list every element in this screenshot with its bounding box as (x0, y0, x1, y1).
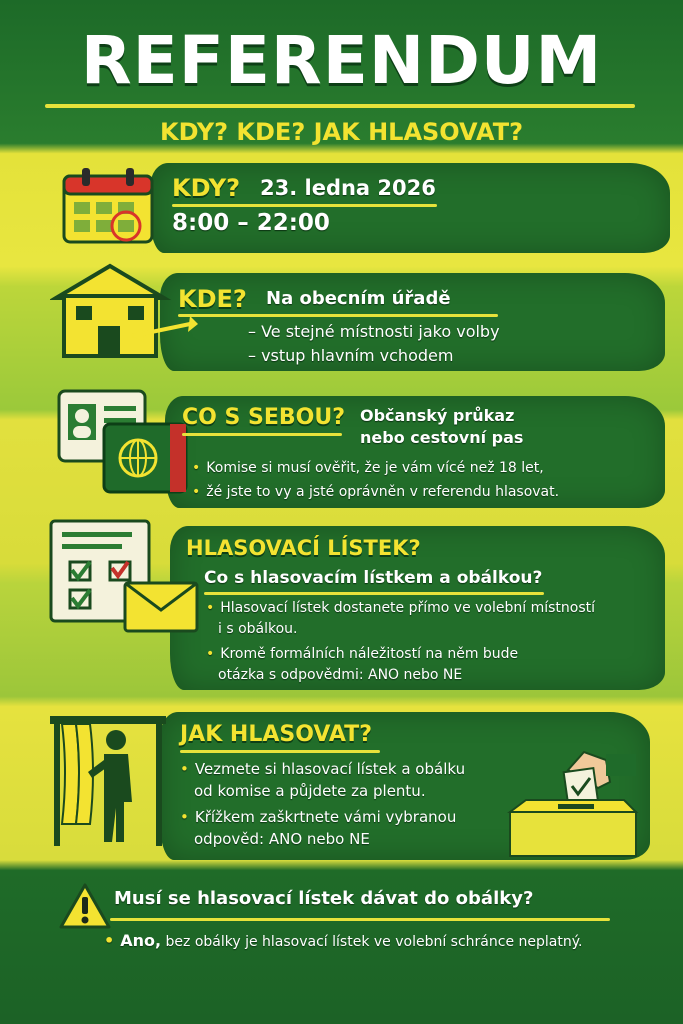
where-item: – vstup hlavním vchodem (248, 346, 454, 365)
title-divider (45, 104, 635, 108)
how-label: JAK HLASOVAT? (180, 722, 372, 747)
where-item: – Ve stejné místnosti jako volby (248, 322, 500, 341)
when-label: KDY? (172, 174, 241, 202)
where-label: KDE? (178, 285, 247, 313)
when-date: 23. ledna 2026 (260, 176, 436, 200)
where-list (248, 320, 500, 368)
how-item2-line2: odpověd: ANO nebo NE (194, 830, 370, 848)
ballot-item1-line1: • Hlasovací lístek dostanete přímo ve volební místností (206, 598, 595, 619)
faq-question: Musí se hlasovací lístek dávat do obálky? (114, 888, 534, 909)
ballot-label: HLASOVACÍ LÍSTEK? (186, 536, 421, 560)
bring-item: • Komise si musí ověřit, že je vám vícé než 18 let, (192, 456, 559, 480)
faq-answer-strong: • Ano, (104, 931, 161, 950)
where-place: Na obecním úřadě (266, 288, 451, 309)
faq-answer (104, 930, 582, 953)
bring-label: CO S SEBOU? (182, 405, 345, 430)
warning-icon (58, 882, 112, 930)
ballot-list (206, 598, 595, 686)
how-item1-line1: • Vezmete si hlasovací lístek a obálku (180, 758, 465, 780)
when-divider (172, 204, 437, 207)
how-divider (180, 750, 380, 753)
page-title: REFERENDUM (80, 22, 603, 99)
how-item2-line1: • Křížkem zaškrtnete vámi vybranou (180, 806, 465, 828)
ballot-item2-line2: otázka s odpovědmi: ANO nebo NE (218, 667, 463, 683)
how-item1-line2: od komise a půjdete za plentu. (194, 782, 426, 800)
bring-doc-line1: Občanský průkaz (360, 406, 515, 425)
page-subtitle: KDY? KDE? JAK HLASOVAT? (159, 118, 524, 146)
calendar-icon (60, 166, 156, 246)
bring-divider (182, 433, 342, 436)
bring-list (192, 456, 559, 504)
ballot-item2-line1: • Kromě formálních náležitostí na něm bude (206, 644, 595, 665)
ballot-divider (204, 592, 544, 595)
faq-answer-rest: bez obálky je hlasovací lístek ve volební schránce neplatný. (165, 934, 583, 950)
ballot-box-icon (506, 748, 640, 860)
ballot-question: Co s hlasovacím lístkem a obálkou? (204, 568, 543, 588)
envelope-icon (122, 580, 200, 634)
bring-doc-line2: nebo cestovní pas (360, 428, 524, 447)
bring-item: • žé jste to vy a jsté oprávněn v referendu hlasovat. (192, 480, 559, 504)
ballot-item1-line2: i s obálkou. (218, 621, 298, 637)
passport-icon (100, 420, 190, 496)
faq-divider (110, 918, 610, 921)
voting-booth-icon (46, 712, 170, 846)
where-divider (178, 314, 498, 317)
how-list (180, 758, 465, 850)
when-time: 8:00 – 22:00 (172, 210, 330, 236)
